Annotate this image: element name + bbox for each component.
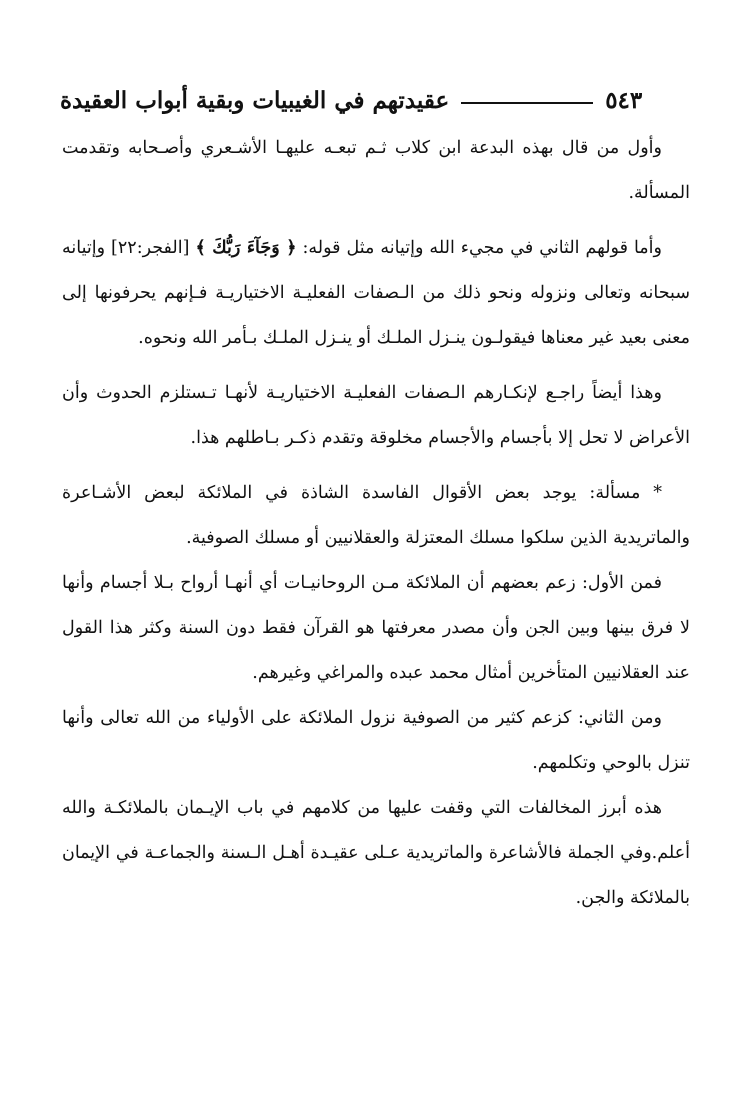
paragraph-6: ومن الثاني: كزعم كثير من الصوفية نزول الملائكة على الأولياء من الله تعالى وأنها تنزل بالوحي وتكلمهم. [62, 708, 690, 773]
paragraph-4: * مسألة: يوجد بعض الأقوال الفاسدة الشاذة في الملائكة لبعض الأشـاعرة والماتريدية الذين سلكوا مسلك المعتزلة والعقلانيين أو مسلك الصوفية. [62, 483, 690, 548]
paragraph-5: فمن الأول: زعم بعضهم أن الملائكة مـن الروحانيـات أي أنهـا أرواح بـلا أجسام وأنها لا فرق بينها وبين الجن وأن مصدر معرفتها هو القرآن فقط دون السنة وكثر هذا القول عند العقلانيين المتأخرين أمثال محمد عبده والمراغي وغيرهم. [62, 573, 690, 683]
header-title: عقيدتهم في الغيبيات وبقية أبواب العقيدة [60, 86, 450, 114]
paragraph-3: وهذا أيضاً راجـع لإنكـارهم الـصفات الفعليـة الاختياريـة لأنهـا تـستلزم الحدوث وأن الأعراض لا تحل إلا بأجسام والأجسام مخلوقة وتقدم ذكـر بـاطلهم هذا. [62, 383, 690, 448]
page-number: ٥٤٣ [605, 86, 643, 114]
paragraph-2: وأما قولهم الثاني في مجيء الله وإتيانه مثل قوله: ﴿ وَجَآءَ رَبُّكَ ﴾ [الفجر:٢٢] وإتيانه سبحانه وتعالى ونزوله ونحو ذلك من الـصفات الفعليـة الاختياريـة فـإنهم يحرفونها إلى معنى بعيد غير معناها فيقولـون ينـزل الملـك أو ينـزل الملـك بـأمر الله ونحوه. [62, 238, 690, 348]
quran-verse: ﴿ وَجَآءَ رَبُّكَ ﴾ [195, 238, 297, 258]
header-rule [461, 102, 593, 104]
body-text [62, 126, 690, 921]
running-header [60, 80, 692, 120]
paragraph-7: هذه أبرز المخالفات التي وقفت عليها من كلامهم في باب الإيـمان بالملائكـة والله أعلم.وفي الجملة فالأشاعرة والماتريدية عـلى عقيـدة أهـل الـسنة والجماعـة في الإيمان بالملائكة والجن. [62, 798, 690, 908]
paragraph-1: وأول من قال بهذه البدعة ابن كلاب ثـم تبعـه عليهـا الأشـعري وأصـحابه وتقدمت المسألة. [62, 138, 690, 203]
